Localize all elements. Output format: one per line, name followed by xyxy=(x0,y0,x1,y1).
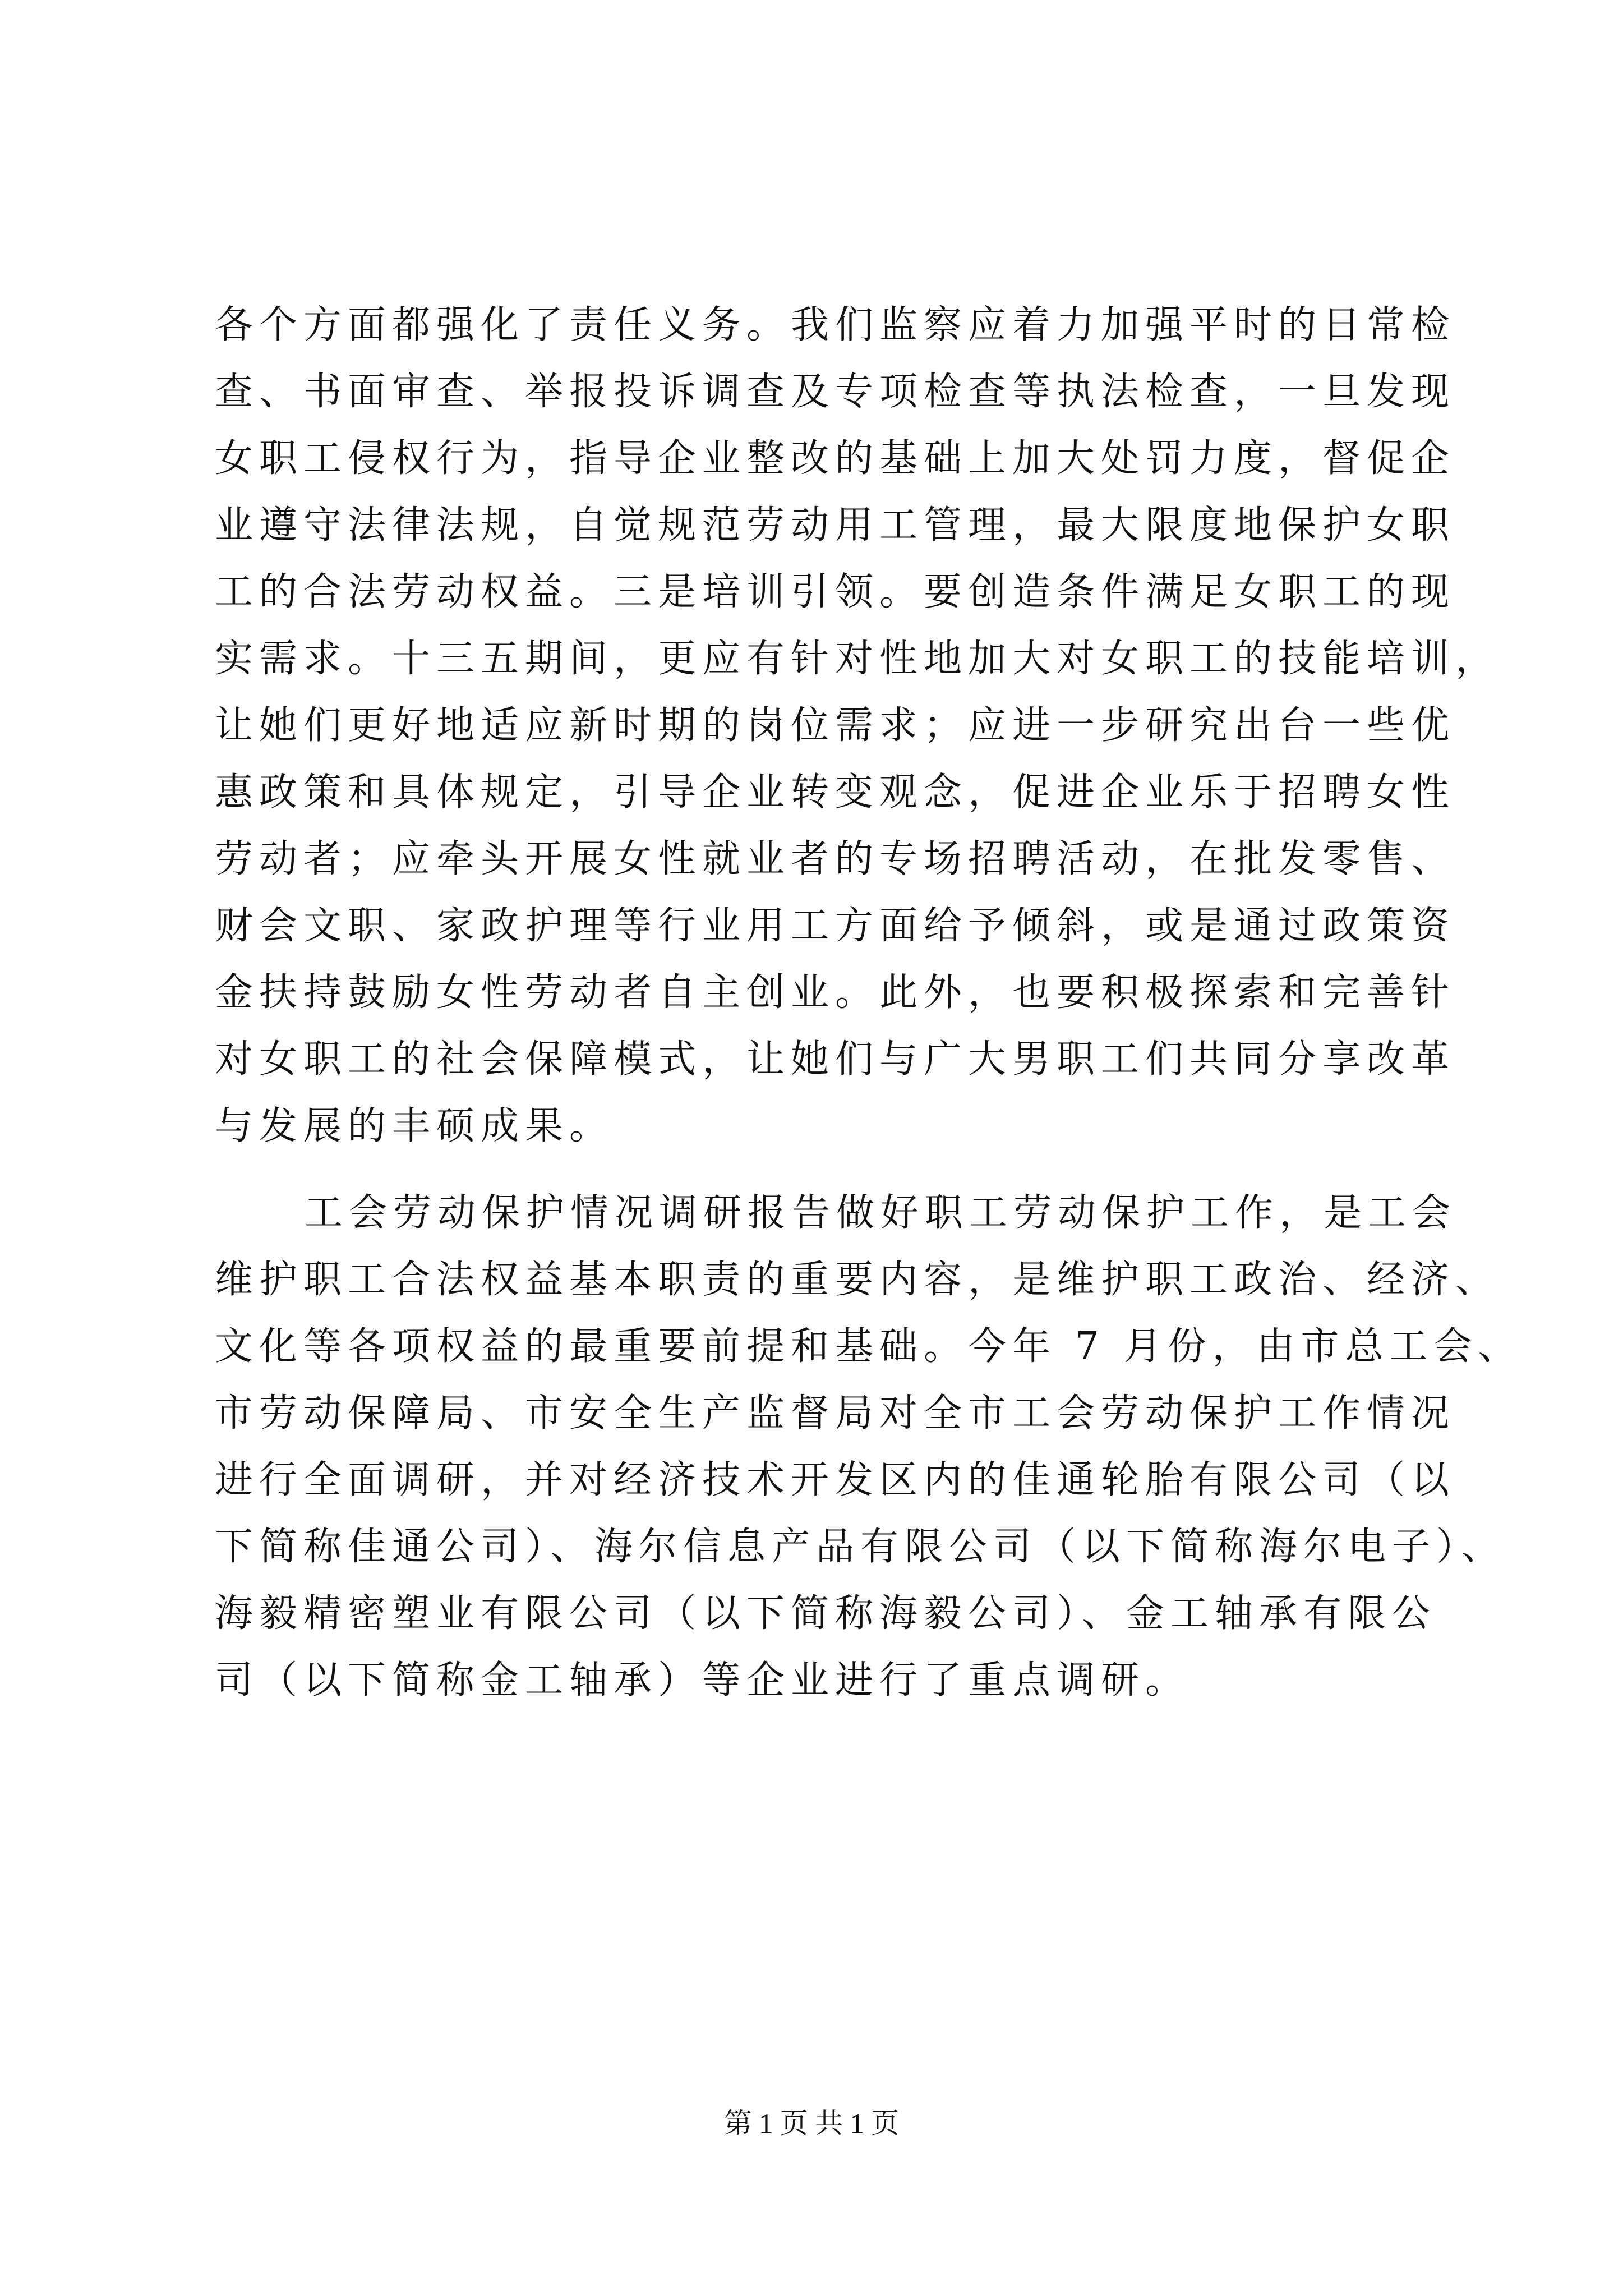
text-line: 查、书面审查、举报投诉调查及专项检查等执法检查，一旦发现 xyxy=(215,370,1456,414)
text-line: 财会文职、家政护理等行业用工方面给予倾斜，或是通过政策资 xyxy=(215,904,1456,948)
page-number-footer: 第 1 页 共 1 页 xyxy=(723,2108,900,2139)
text-line: 工会劳动保护情况调研报告做好职工劳动保护工作，是工会 xyxy=(305,1191,1457,1235)
text-line: 各个方面都强化了责任义务。我们监察应着力加强平时的日常检 xyxy=(215,303,1456,347)
text-line: 司（以下简称金工轴承）等企业进行了重点调研。 xyxy=(215,1658,1190,1703)
paragraph-1 xyxy=(215,292,1500,1159)
text-line: 金扶持鼓励女性劳动者自主创业。此外，也要积极探索和完善针 xyxy=(215,970,1456,1015)
text-line: 惠政策和具体规定，引导企业转变观念，促进企业乐于招聘女性 xyxy=(215,770,1456,815)
text-line: 市劳动保障局、市安全生产监督局对全市工会劳动保护工作情况 xyxy=(215,1391,1456,1435)
text-line: 实需求。十三五期间，更应有针对性地加大对女职工的技能培训， xyxy=(215,637,1500,681)
text-line: 让她们更好地适应新时期的岗位需求；应进一步研究出台一些优 xyxy=(215,703,1456,748)
document-body xyxy=(215,292,1523,1714)
text-line: 与发展的丰硕成果。 xyxy=(215,1104,614,1148)
paragraph-2 xyxy=(215,1180,1523,1714)
text-line: 工的合法劳动权益。三是培训引领。要创造条件满足女职工的现 xyxy=(215,570,1456,614)
text-line: 文化等各项权益的最重要前提和基础。今年 7 月份，由市总工会、 xyxy=(215,1324,1523,1369)
text-line: 进行全面调研，并对经济技术开发区内的佳通轮胎有限公司（以 xyxy=(215,1458,1456,1502)
text-line: 业遵守法律法规，自觉规范劳动用工管理，最大限度地保护女职 xyxy=(215,503,1456,547)
text-line: 下简称佳通公司）、海尔信息产品有限公司（以下简称海尔电子）、 xyxy=(215,1525,1506,1569)
text-line: 女职工侵权行为，指导企业整改的基础上加大处罚力度，督促企 xyxy=(215,436,1456,481)
text-line: 劳动者；应牵头开展女性就业者的专场招聘活动，在批发零售、 xyxy=(215,837,1456,881)
text-line: 对女职工的社会保障模式，让她们与广大男职工们共同分享改革 xyxy=(215,1037,1456,1082)
text-line: 海毅精密塑业有限公司（以下简称海毅公司）、金工轴承有限公 xyxy=(215,1591,1437,1636)
text-line: 维护职工合法权益基本职责的重要内容，是维护职工政治、经济、 xyxy=(215,1258,1500,1302)
